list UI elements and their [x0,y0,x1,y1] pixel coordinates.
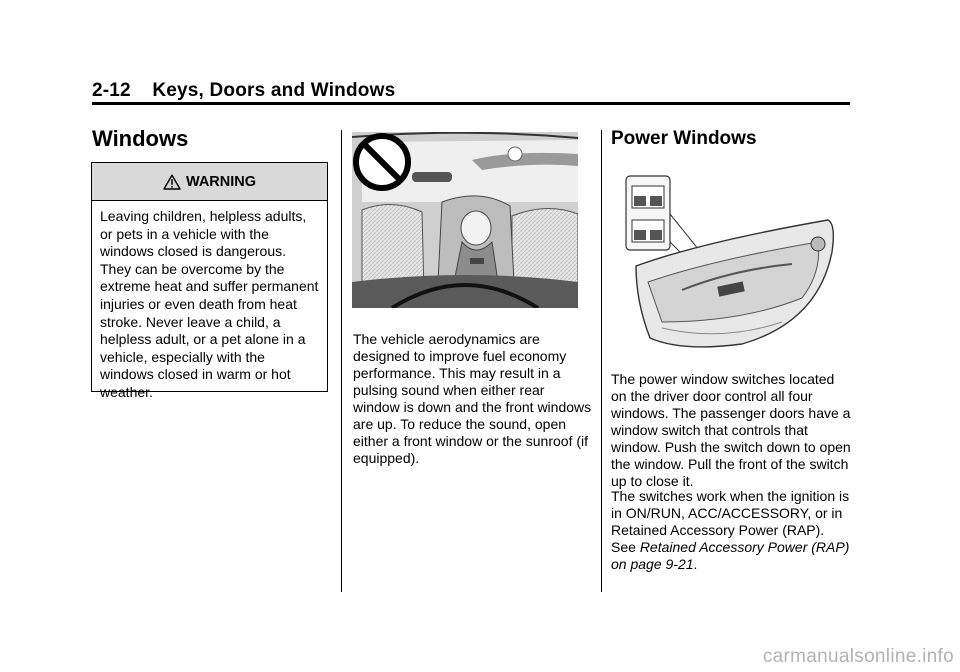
warning-header [92,163,327,201]
column-divider-1 [341,130,342,592]
power-windows-heading: Power Windows [611,128,757,149]
warning-triangle-icon [163,174,181,190]
power-windows-paragraph-2 [611,488,851,573]
column-divider-2 [601,130,602,592]
warning-label: WARNING [185,173,257,190]
para2-prefix: The switches work when the ignition is in ON/RUN, ACC/ACCESSORY, or in Retained Accessory Power (RAP). See [611,488,850,555]
para2-suffix: . [693,556,698,572]
door-window-switch-illustration [622,172,842,356]
chapter-title: Keys, Doors and Windows [152,80,396,101]
aerodynamics-paragraph: The vehicle aerodynamics are designed to improve fuel economy performance. This may result in a pulsing sound when either rear window is down and the front windows are up. To reduce the sound, open either a front window or the sunroof (if equipped). [353,331,592,466]
rap-cross-reference[interactable]: Retained Accessory Power (RAP) on page 9-21 [611,539,850,572]
power-windows-paragraph-1: The power window switches located on the driver door control all four windows. The passenger doors have a window switch that controls that window. Push the switch down to open the window. Pull the front of the switch up to close it. [611,371,851,489]
warning-text: Leaving children, helpless adults, or pets in a vehicle with the windows closed is dangerous. They can be overcome by the extreme heat and suffer permanent injuries or even death from heat stroke. Never leave a child, a helpless adult, or a pet alone in a vehicle, especially with the windows closed in warm or hot weather. [100,208,319,400]
page-number: 2-12 [92,80,131,101]
child-in-car-illustration [352,132,578,308]
section-title: Windows [92,126,189,151]
running-header [92,80,850,102]
watermark-link[interactable]: carmanualsonline.info [762,646,954,667]
warning-box [91,162,328,400]
header-rule [92,102,850,105]
prohibition-icon [356,136,408,188]
